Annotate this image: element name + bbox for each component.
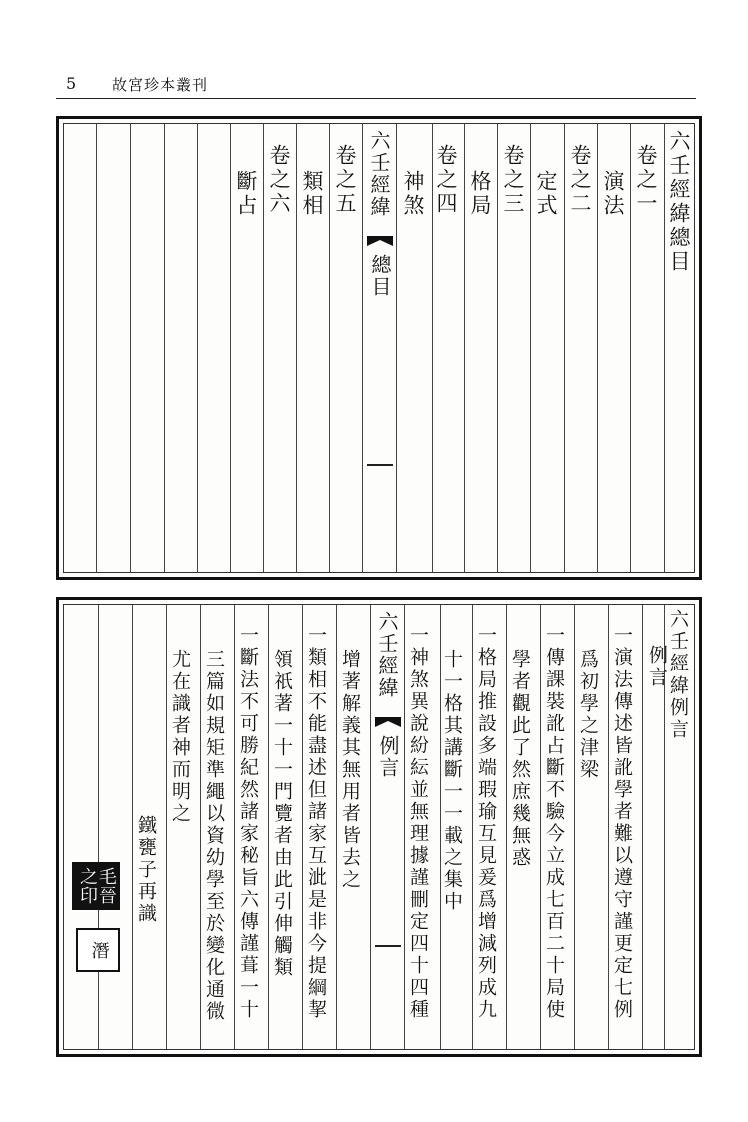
- page-header: [56, 72, 696, 99]
- fold-mark: [367, 464, 393, 466]
- banxin-title: 六壬經緯: [375, 611, 399, 699]
- fish-tail-mark: [367, 236, 393, 246]
- preface-line: 一格局推設多端瑕瑜互見爰爲增減列成九: [475, 625, 497, 1021]
- column-rule: [336, 605, 337, 1049]
- preface-line: 一傳課裝訛占斷不驗今立成七百二十局使: [543, 625, 565, 1021]
- fold-mark: [375, 945, 401, 947]
- preface-line: 一神煞異說紛紜並無理據謹刪定四十四種: [407, 625, 429, 1021]
- preface-heading: 例言: [646, 645, 668, 689]
- preface-line: 一演法傳述皆訛學者難以遵守謹更定七例: [611, 625, 633, 1021]
- preface-signature: 鐵甕子再識: [135, 815, 157, 925]
- column-rule: [664, 124, 665, 572]
- fold-center: [371, 605, 405, 1049]
- preface-page: [56, 597, 702, 1057]
- column-rule: [630, 124, 631, 572]
- toc-title: 六壬經緯總目: [667, 130, 691, 274]
- column-rule: [464, 124, 465, 572]
- preface-line: 十一格其講斷一一載之集中: [441, 649, 463, 913]
- column-rule: [200, 605, 201, 1049]
- column-rule: [497, 124, 498, 572]
- banxin-title: 六壬經緯: [367, 130, 391, 218]
- preface-frame: [63, 604, 695, 1050]
- banxin-section: 例言: [376, 735, 400, 779]
- toc-entry: 演法: [601, 170, 625, 218]
- preface-line: 學者觀此了然庶幾無惑: [509, 649, 531, 869]
- toc-volume: 卷之五: [333, 144, 357, 216]
- toc-volume: 卷之二: [568, 144, 592, 216]
- column-rule: [130, 124, 131, 572]
- column-rule: [302, 605, 303, 1049]
- column-rule: [230, 124, 231, 572]
- series-title: 故宮珍本叢刊: [112, 76, 209, 94]
- toc-entry: 類相: [300, 170, 324, 218]
- column-rule: [574, 605, 575, 1049]
- collector-seal-qian: 潛: [76, 928, 120, 972]
- toc-volume: 卷之一: [634, 144, 658, 216]
- preface-line: 一斷法不可勝紀然諸家秘旨六傳謹葺一十: [237, 625, 259, 1021]
- column-rule: [263, 124, 264, 572]
- column-rule: [197, 124, 198, 572]
- preface-line: 爲初學之津梁: [577, 649, 599, 781]
- column-rule: [597, 124, 598, 572]
- preface-line: 三篇如規矩準繩以資幼學至於變化通微: [203, 649, 225, 1023]
- column-rule: [540, 605, 541, 1049]
- column-rule: [530, 124, 531, 572]
- column-rule: [472, 605, 473, 1049]
- page-number: 5: [66, 74, 77, 93]
- toc-page: [56, 116, 702, 580]
- fold-center: [363, 124, 397, 572]
- toc-volume: 卷之四: [434, 144, 458, 216]
- column-rule: [166, 605, 167, 1049]
- preface-line: 一類相不能盡述但諸家互泚是非今提綱挈: [305, 625, 327, 1021]
- fish-tail-mark: [375, 717, 401, 727]
- column-rule: [329, 124, 330, 572]
- column-rule: [164, 124, 165, 572]
- preface-title: 六壬經緯例言: [667, 609, 689, 741]
- collector-seal-maojin: 毛晉之印: [72, 862, 120, 910]
- banxin-section: 總目: [368, 254, 392, 298]
- column-rule: [608, 605, 609, 1049]
- toc-entry: 格局: [468, 170, 492, 218]
- toc-frame: [63, 123, 695, 573]
- column-rule: [132, 605, 133, 1049]
- column-rule: [234, 605, 235, 1049]
- toc-volume: 卷之六: [267, 144, 291, 216]
- preface-line: 領祇著一十一門覽者由此引伸觸類: [271, 649, 293, 979]
- column-rule: [96, 124, 97, 572]
- preface-line: 尤在識者神而明之: [169, 649, 191, 825]
- column-rule: [432, 124, 433, 572]
- column-rule: [564, 124, 565, 572]
- column-rule: [296, 124, 297, 572]
- column-rule: [642, 605, 643, 1049]
- toc-entry: 定式: [534, 170, 558, 218]
- column-rule: [98, 605, 99, 1049]
- toc-volume: 卷之三: [501, 144, 525, 216]
- toc-entry: 斷占: [234, 170, 258, 218]
- column-rule: [506, 605, 507, 1049]
- toc-entry: 神煞: [401, 170, 425, 218]
- preface-line: 增著解義其無用者皆去之: [339, 649, 361, 891]
- column-rule: [268, 605, 269, 1049]
